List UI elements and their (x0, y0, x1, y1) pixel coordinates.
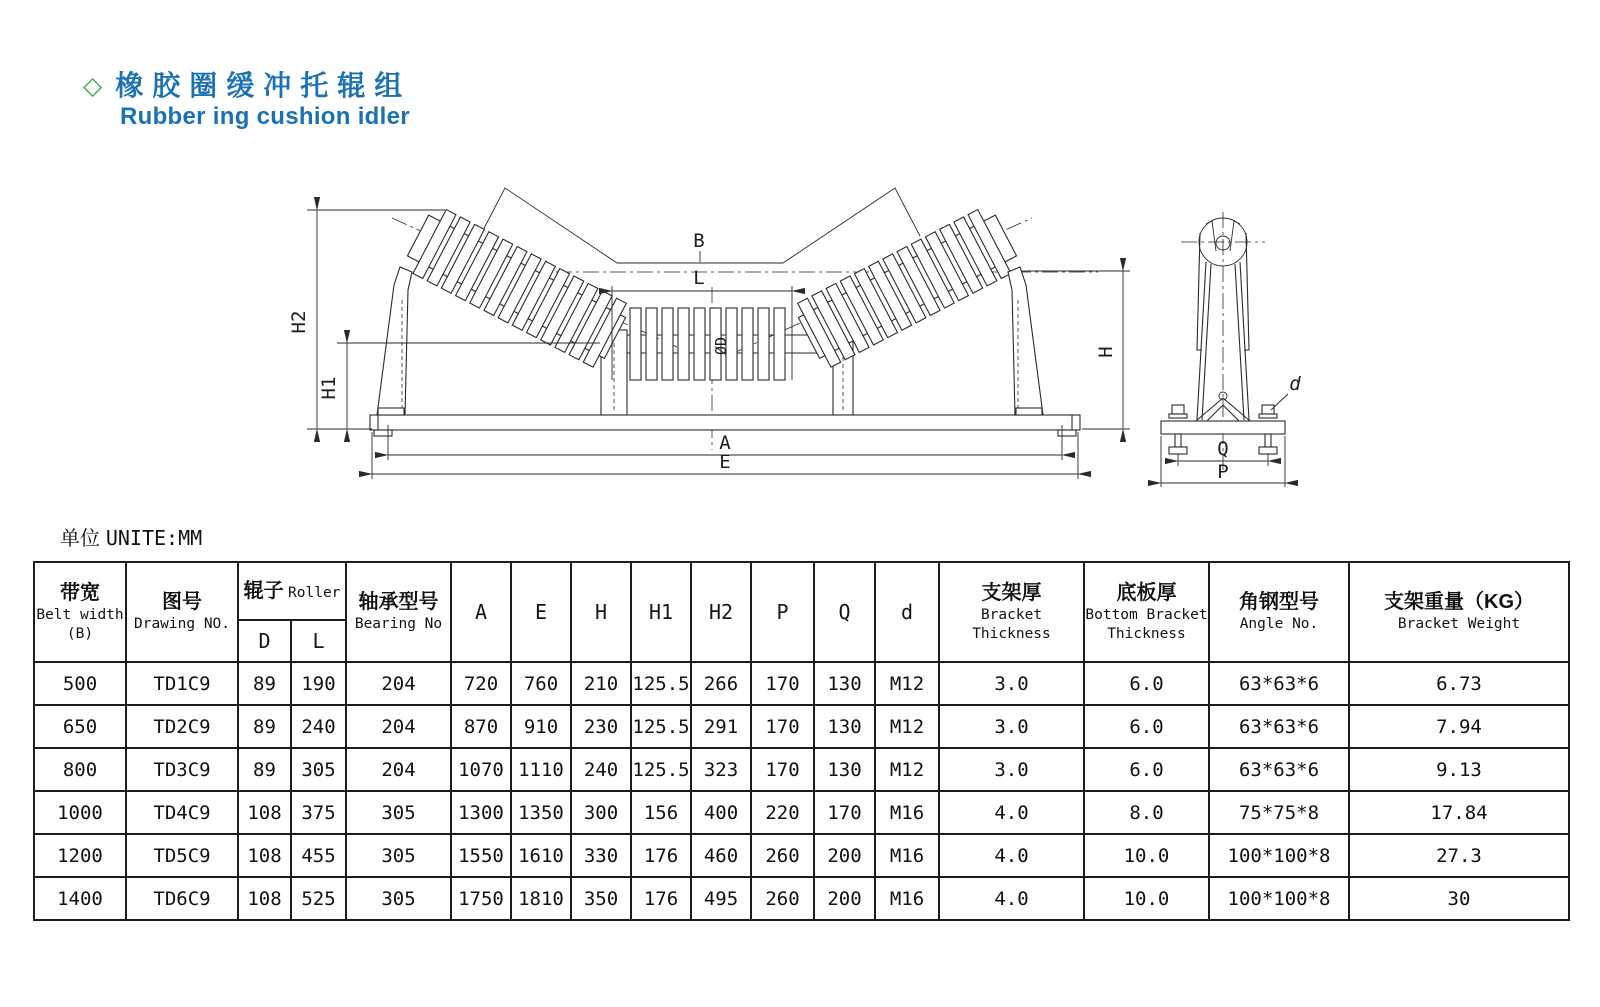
dim-label-diameter: ØD (712, 336, 730, 356)
table-cell: 200 (814, 877, 875, 920)
technical-drawing (0, 140, 1600, 540)
table-cell: 240 (291, 705, 346, 748)
table-cell: 3.0 (939, 662, 1084, 705)
table-cell: 108 (238, 877, 291, 920)
col-belt-width: 带宽 Belt width (B) (34, 562, 126, 662)
bracket-right (1008, 267, 1043, 415)
table-cell: 63*63*6 (1209, 748, 1349, 791)
table-cell: 10.0 (1084, 877, 1209, 920)
table-cell: 870 (451, 705, 511, 748)
col-bearing-no: 轴承型号 Bearing No (346, 562, 451, 662)
table-cell: 125.5 (631, 748, 691, 791)
table-cell: 176 (631, 834, 691, 877)
center-roller (630, 308, 785, 380)
table-cell: 100*100*8 (1209, 877, 1349, 920)
table-cell: 500 (34, 662, 126, 705)
dim-label-l: L (693, 267, 705, 289)
table-cell: 1200 (34, 834, 126, 877)
table-cell: M12 (875, 662, 939, 705)
base-frame (370, 415, 1080, 430)
table-cell: 170 (751, 748, 814, 791)
table-cell: 17.84 (1349, 791, 1569, 834)
table-cell: 260 (751, 834, 814, 877)
unit-label-en: UNITE:MM (105, 526, 203, 550)
table-cell: 6.0 (1084, 705, 1209, 748)
col-q: Q (814, 562, 875, 662)
table-cell: 130 (814, 705, 875, 748)
col-h: H (571, 562, 631, 662)
table-cell: 4.0 (939, 877, 1084, 920)
table-cell: TD5C9 (126, 834, 238, 877)
table-cell: 375 (291, 791, 346, 834)
table-cell: 63*63*6 (1209, 705, 1349, 748)
table-cell: 204 (346, 705, 451, 748)
dim-label-h2: H2 (288, 310, 310, 334)
diamond-icon: ◇ (83, 71, 103, 100)
table-cell: 10.0 (1084, 834, 1209, 877)
table-cell: 305 (346, 791, 451, 834)
table-cell: 190 (291, 662, 346, 705)
table-cell: 75*75*8 (1209, 791, 1349, 834)
dim-label-a: A (719, 432, 731, 454)
spec-table (33, 561, 1570, 921)
table-cell: 305 (346, 834, 451, 877)
table-cell: 4.0 (939, 834, 1084, 877)
table-cell: 910 (511, 705, 571, 748)
col-roller: 辊子 Roller (238, 562, 346, 620)
dim-label-p: P (1217, 461, 1229, 483)
table-cell: 4.0 (939, 791, 1084, 834)
table-cell: 1350 (511, 791, 571, 834)
table-cell: 170 (751, 705, 814, 748)
col-h2: H2 (691, 562, 751, 662)
table-cell: 89 (238, 662, 291, 705)
table-cell: M16 (875, 791, 939, 834)
col-h1: H1 (631, 562, 691, 662)
table-cell: TD2C9 (126, 705, 238, 748)
front-view (288, 188, 1130, 479)
table-cell: 130 (814, 748, 875, 791)
table-cell: 1610 (511, 834, 571, 877)
table-cell: 1000 (34, 791, 126, 834)
table-cell: 170 (814, 791, 875, 834)
table-cell: TD4C9 (126, 791, 238, 834)
table-cell: 305 (291, 748, 346, 791)
table-cell: M16 (875, 877, 939, 920)
table-cell: 266 (691, 662, 751, 705)
col-p: P (751, 562, 814, 662)
table-cell: 210 (571, 662, 631, 705)
page-title: 橡胶圈缓冲托辊组 (115, 70, 412, 101)
header-row-1 (34, 562, 1569, 620)
table-cell: 3.0 (939, 705, 1084, 748)
table-cell: 27.3 (1349, 834, 1569, 877)
page-subtitle: Rubber ing cushion idler (120, 103, 410, 131)
table-cell: 125.5 (631, 662, 691, 705)
table-cell: TD1C9 (126, 662, 238, 705)
table-cell: 760 (511, 662, 571, 705)
col-bottom-bracket: 底板厚 Bottom Bracket Thickness (1084, 562, 1209, 662)
bracket-left (377, 267, 412, 415)
table-cell: 6.73 (1349, 662, 1569, 705)
table-row (34, 791, 1569, 834)
col-e: E (511, 562, 571, 662)
table-cell: 30 (1349, 877, 1569, 920)
col-angle-no: 角钢型号 Angle No. (1209, 562, 1349, 662)
table-cell: 7.94 (1349, 705, 1569, 748)
table-cell: 305 (346, 877, 451, 920)
table-cell: 240 (571, 748, 631, 791)
table-cell: 455 (291, 834, 346, 877)
table-cell: 260 (751, 877, 814, 920)
table-cell: 108 (238, 834, 291, 877)
col-roller-l: L (291, 620, 346, 662)
table-cell: 130 (814, 662, 875, 705)
table-cell: M12 (875, 705, 939, 748)
table-row (34, 662, 1569, 705)
table-cell: 291 (691, 705, 751, 748)
table-cell: 100*100*8 (1209, 834, 1349, 877)
table-cell: 1300 (451, 791, 511, 834)
table-cell: 400 (691, 791, 751, 834)
table-cell: 1810 (511, 877, 571, 920)
table-cell: 170 (751, 662, 814, 705)
title-block (83, 70, 411, 131)
unit-note (60, 525, 202, 552)
table-cell: 108 (238, 791, 291, 834)
unit-label-cn: 单位 (60, 528, 100, 550)
table-cell: 720 (451, 662, 511, 705)
table-cell: M16 (875, 834, 939, 877)
table-row (34, 705, 1569, 748)
table-cell: 350 (571, 877, 631, 920)
table-cell: 89 (238, 748, 291, 791)
table-cell: 800 (34, 748, 126, 791)
table-cell: 300 (571, 791, 631, 834)
col-roller-d: D (238, 620, 291, 662)
col-d-bolt: d (875, 562, 939, 662)
table-cell: M12 (875, 748, 939, 791)
table-row (34, 748, 1569, 791)
side-roller-right (792, 204, 1022, 370)
dim-label-q: Q (1217, 438, 1229, 460)
col-bracket-weight: 支架重量（KG） Bracket Weight (1349, 562, 1569, 662)
table-cell: 460 (691, 834, 751, 877)
table-cell: 1070 (451, 748, 511, 791)
table-cell: 156 (631, 791, 691, 834)
dim-label-b: B (693, 230, 705, 252)
dim-label-d: d (1289, 373, 1301, 395)
dim-label-h: H (1095, 346, 1117, 358)
table-row (34, 877, 1569, 920)
table-cell: 1550 (451, 834, 511, 877)
table-cell: 323 (691, 748, 751, 791)
table-cell: 6.0 (1084, 662, 1209, 705)
col-drawing-no: 图号 Drawing NO. (126, 562, 238, 662)
table-cell: 89 (238, 705, 291, 748)
dim-label-h1: H1 (318, 376, 340, 400)
table-cell: 9.13 (1349, 748, 1569, 791)
table-row (34, 834, 1569, 877)
table-cell: 3.0 (939, 748, 1084, 791)
table-cell: 330 (571, 834, 631, 877)
col-bracket-thickness: 支架厚 Bracket Thickness (939, 562, 1084, 662)
dim-label-e: E (719, 451, 731, 473)
table-cell: 176 (631, 877, 691, 920)
side-roller-left (401, 204, 631, 370)
side-view (1161, 212, 1301, 487)
table-cell: 220 (751, 791, 814, 834)
table-cell: 495 (691, 877, 751, 920)
table-cell: 1750 (451, 877, 511, 920)
table-cell: 125.5 (631, 705, 691, 748)
table-cell: 6.0 (1084, 748, 1209, 791)
table-cell: 200 (814, 834, 875, 877)
table-cell: 1110 (511, 748, 571, 791)
table-cell: 525 (291, 877, 346, 920)
table-cell: 63*63*6 (1209, 662, 1349, 705)
col-a: A (451, 562, 511, 662)
table-cell: 8.0 (1084, 791, 1209, 834)
table-cell: TD6C9 (126, 877, 238, 920)
table-cell: 204 (346, 662, 451, 705)
table-cell: 1400 (34, 877, 126, 920)
table-cell: 204 (346, 748, 451, 791)
table-cell: TD3C9 (126, 748, 238, 791)
table-cell: 230 (571, 705, 631, 748)
base-plate (1161, 421, 1285, 434)
table-cell: 650 (34, 705, 126, 748)
